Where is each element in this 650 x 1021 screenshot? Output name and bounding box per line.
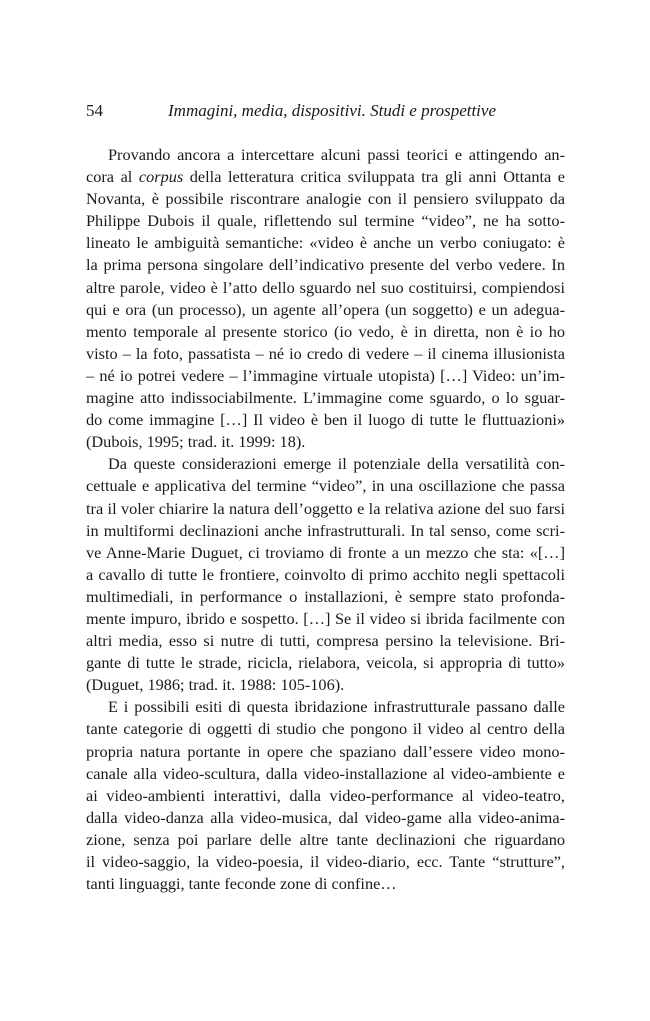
text-line: ve Anne-Marie Duguet, ci troviamo di fronte a un mezzo che sta: «[…]	[86, 542, 565, 562]
text-line: tanti linguaggi, tante feconde zone di confine…	[86, 874, 397, 894]
text-line: a cavallo di tutte le frontiere, coinvolto di primo acchito negli spettacoli	[86, 564, 565, 584]
text-line: canale alla video-scultura, dalla video-installazione al video-ambiente e	[86, 763, 565, 783]
paragraph	[86, 144, 565, 453]
running-header	[86, 99, 566, 123]
paragraph	[86, 453, 565, 696]
text-line: lineato le ambiguità semantiche: «video è anche un verbo coniugato: è	[86, 233, 565, 253]
body-text	[86, 144, 565, 895]
text-line: – né io potrei vedere – l’immagine virtuale utopista) […] Video: un’im-	[86, 365, 565, 385]
text-line: tante categorie di oggetti di studio che pongono il video al centro della	[86, 719, 565, 739]
paragraph	[86, 696, 565, 895]
text-line: do come immagine […] Il video è ben il luogo di tutte le fluttuazioni»	[86, 410, 565, 430]
page-number: 54	[86, 101, 103, 120]
text-line: zione, senza poi parlare delle altre tante declinazioni che riguardano	[86, 829, 565, 849]
text-line: il video-saggio, la video-poesia, il video-diario, ecc. Tante “strutture”,	[86, 852, 565, 871]
text-line: multimediali, in performance o installazioni, è sempre stato profonda-	[86, 586, 565, 606]
text-line: cora al corpus della letteratura critica sviluppata tra gli anni Ottanta e	[86, 167, 566, 187]
text-line: mento temporale al presente storico (io vedo, è in diretta, non è io ho	[86, 321, 565, 341]
text-line: Da queste considerazioni emerge il potenziale della versatilità con-	[108, 454, 565, 474]
text-line: cettuale e applicativa del termine “video”, in una oscillazione che passa	[86, 476, 565, 496]
text-line: (Dubois, 1995; trad. it. 1999: 18).	[86, 432, 306, 452]
text-line: Philippe Dubois il quale, riflettendo sul termine “video”, ne ha sotto-	[86, 211, 565, 231]
text-line: (Duguet, 1986; trad. it. 1988: 105-106).	[86, 675, 345, 695]
text-line: la prima persona singolare dell’indicativo presente del verbo vedere. In	[86, 255, 565, 275]
text-line: dalla video-danza alla video-musica, dal video-game alla video-anima-	[86, 807, 565, 827]
text-line: E i possibili esiti di questa ibridazione infrastrutturale passano dalle	[108, 697, 565, 717]
text-line: altri media, esso si nutre di tutti, compresa persino la televisione. Bri-	[86, 631, 565, 651]
italic-term: corpus	[138, 167, 184, 187]
text-line: in multiformi declinazioni anche infrastrutturali. In tal senso, come scri-	[86, 520, 565, 540]
text-line: gante di tutte le strade, ricicla, rielabora, veicola, si appropria di tutto»	[86, 653, 565, 673]
text-line: altre parole, video è l’atto dello sguardo nel suo costituirsi, compiendosi	[86, 277, 565, 297]
text-line: Provando ancora a intercettare alcuni passi teorici e attingendo an-	[108, 145, 565, 164]
text-line: ai video-ambienti interattivi, dalla video-performance al video-teatro,	[86, 785, 565, 805]
text-line: visto – la foto, passatista – né io credo di vedere – il cinema illusionista	[86, 343, 565, 363]
text-line: Novanta, è possibile riscontrare analogie con il pensiero sviluppato da	[86, 189, 565, 209]
text-line: qui e ora (un processo), un agente all’opera (un soggetto) e un adegua-	[86, 299, 565, 319]
text-line: propria natura portante in opere che spaziano dall’essere video mono-	[86, 741, 565, 761]
text-line: magine atto indissociabilmente. L’immagine come sguardo, o lo sguar-	[86, 388, 565, 408]
text-line: mente impuro, ibrido e sospetto. […] Se il video si ibrida facilmente con	[86, 608, 565, 628]
running-title: Immagini, media, dispositivi. Studi e prospettive	[168, 101, 496, 120]
text-line: tra il voler chiarire la natura dell’oggetto e la relativa azione del suo farsi	[86, 498, 565, 518]
